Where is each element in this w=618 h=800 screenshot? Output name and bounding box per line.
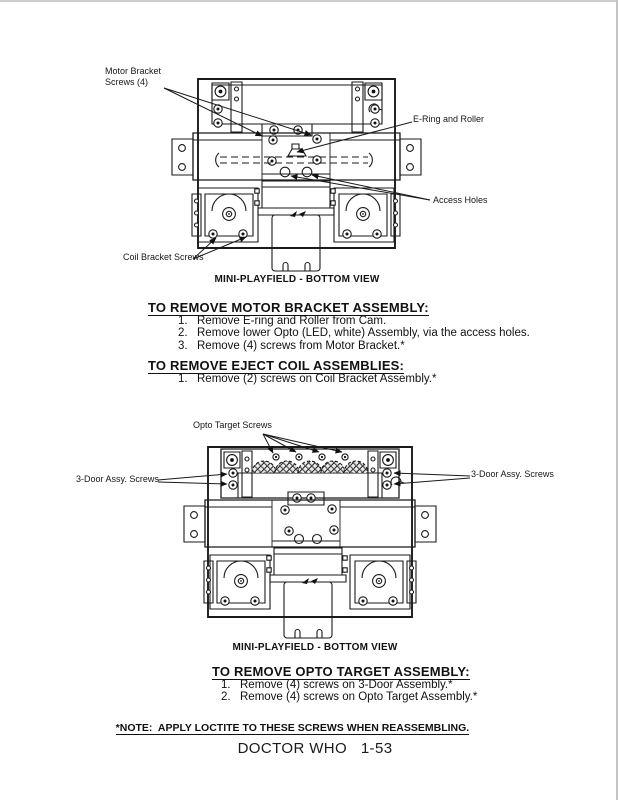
- step-text: Remove (4) screws from Motor Bracket.*: [197, 339, 405, 352]
- diagram1-caption: MINI-PLAYFIELD - BOTTOM VIEW: [214, 274, 380, 285]
- step-item: [178, 315, 530, 327]
- diagram2-caption: MINI-PLAYFIELD - BOTTOM VIEW: [232, 642, 398, 653]
- step-number: 1.: [178, 315, 188, 327]
- mini-playfield-bottom-view-drawing-1: [0, 62, 618, 297]
- heading-remove-opto-target: [212, 664, 470, 680]
- label-opto-target-screws: Opto Target Screws: [193, 420, 272, 430]
- plunger-assembly: [267, 548, 347, 638]
- steps-opto-target: [221, 679, 477, 704]
- step-text: Remove (4) screws on Opto Target Assembly.*: [240, 691, 478, 704]
- step-text: Remove E-ring and Roller from Cam.: [197, 315, 387, 327]
- leader-lines: [158, 434, 470, 484]
- coil-assembly-right: [350, 555, 416, 609]
- note-text: *NOTE: APPLY LOCTITE TO THESE SCREWS WHEN REASSEMBLING.: [115, 722, 470, 734]
- page-footer: DOCTOR WHO 1-53: [237, 740, 393, 757]
- heading-text: TO REMOVE EJECT COIL ASSEMBLIES:: [148, 358, 405, 373]
- step-number: 1.: [221, 679, 231, 691]
- label-door-screws-left: 3-Door Assy. Screws: [76, 474, 159, 484]
- label-motor-bracket-screws: [105, 66, 161, 87]
- mini-playfield-bottom-view-drawing-2: [0, 415, 618, 660]
- step-number: 2.: [221, 691, 231, 704]
- heading-text: TO REMOVE MOTOR BRACKET ASSEMBLY:: [148, 300, 429, 315]
- steps-motor-bracket: [178, 315, 530, 352]
- heading-text: TO REMOVE OPTO TARGET ASSEMBLY:: [212, 664, 470, 679]
- step-item: [221, 691, 477, 703]
- access-hole: [313, 535, 322, 544]
- step-number: 2.: [178, 327, 188, 340]
- step-item: [221, 679, 477, 691]
- access-hole: [295, 535, 304, 544]
- label-line: Motor Bracket: [105, 66, 162, 76]
- label-coil-bracket-screws: Coil Bracket Screws: [123, 252, 204, 262]
- coil-assembly-left: [192, 188, 258, 242]
- step-text: Remove (2) screws on Coil Bracket Assembly.*: [197, 373, 437, 385]
- step-text: Remove (4) screws on 3-Door Assembly.*: [240, 679, 453, 691]
- shaft-dashed-lines: [216, 153, 373, 167]
- top-mounting-plate: [212, 85, 382, 136]
- label-e-ring-and-roller: E-Ring and Roller: [413, 114, 485, 124]
- heading-remove-motor-bracket: [148, 300, 429, 316]
- label-access-holes: Access Holes: [433, 195, 488, 205]
- motor-bracket-bar: [184, 500, 436, 547]
- access-hole: [302, 167, 312, 177]
- opto-target-screws: [273, 454, 348, 460]
- diagram-motor-bracket-removal: [0, 62, 618, 297]
- plunger-assembly: [255, 181, 335, 271]
- heading-remove-eject-coil: [148, 358, 404, 374]
- three-door-assembly: [221, 449, 404, 505]
- opto-target-domes: [252, 461, 368, 473]
- coil-assembly-left: [204, 555, 270, 609]
- leader-lines: [164, 88, 430, 259]
- diagram-opto-target-removal: [0, 415, 618, 660]
- access-hole: [280, 167, 290, 177]
- steps-eject-coil: [178, 373, 436, 385]
- step-number: 1.: [178, 373, 188, 385]
- step-item: [178, 373, 436, 385]
- motor-bracket-bar: [172, 133, 421, 180]
- step-item: [178, 340, 530, 352]
- coil-assembly-right: [334, 188, 400, 242]
- step-text: Remove lower Opto (LED, white) Assembly, via the access holes.: [197, 327, 530, 340]
- label-door-screws-right: 3-Door Assy. Screws: [471, 469, 554, 479]
- scan-edge-top: [0, 0, 618, 2]
- step-item: [178, 327, 530, 339]
- label-line: Screws (4): [105, 76, 149, 87]
- step-number: 3.: [178, 339, 188, 352]
